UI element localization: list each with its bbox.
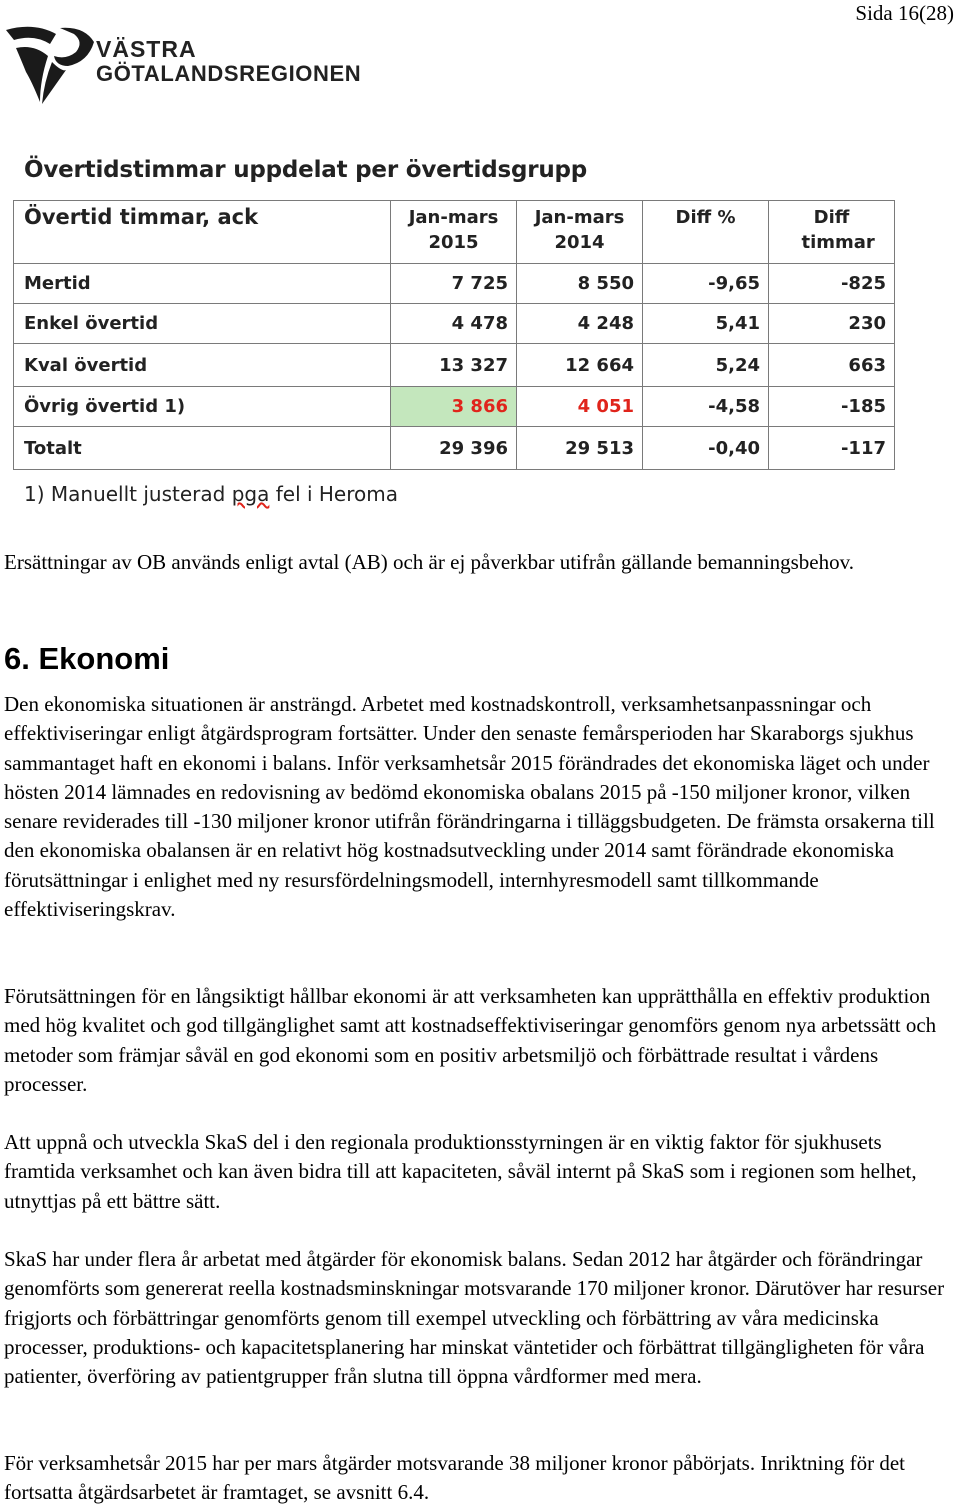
cell-2014: 4 248	[517, 304, 643, 344]
paragraph: SkaS har under flera år arbetat med åtgärder för ekonomisk balans. Sedan 2012 har åtgärder och förändringar genomförts som genererat reella kostnadsminskningar motsvarande 170 miljoner kronor. Därutöver har resurser frigjorts och förbättringar genomförts genom till exempel utveckling och förbättring av våra medicinska processer, produktions- och kapacitetsplanering har minskat väntetider och förbättrat tillgängligheten för våra patienter, överföring av patientgrupper från slutna till öppna vårdformer med mera.	[4, 1247, 945, 1389]
logo-line1: VÄSTRA	[96, 36, 197, 62]
paragraph: Förutsättningen för en långsiktigt hållbar ekonomi är att verksamheten kan upprätthålla en effektiv produktion med hög kvalitet och god tillgänglighet samt att kostnadseffektiviseringar genomförs genom nya arbetssätt och metoder som främjar såväl en god ekonomi som en positiv arbetsmiljö och förbättrade resultat i vårdens processer.	[4, 984, 937, 1096]
table-row	[14, 304, 895, 344]
section-heading: 6. Ekonomi	[4, 641, 170, 676]
cell-diff-pct: -0,40	[643, 427, 769, 470]
paragraph: För verksamhetsår 2015 har per mars åtgärder motsvarande 38 miljoner kronor påbörjats. Inriktning för det fortsatta åtgärdsarbetet är framtaget, se avsnitt 6.4.	[4, 1451, 905, 1505]
column-header: Diff timmar	[769, 201, 895, 264]
table-row	[14, 264, 895, 304]
cell-2015: 4 478	[391, 304, 517, 344]
cell-diff-hours: 663	[769, 344, 895, 387]
cell-diff-hours: -185	[769, 387, 895, 427]
paragraph: Att uppnå och utveckla SkaS del i den regionala produktionsstyrningen är en viktig faktor för sjukhusets framtida verksamhet och kan även bidra till att kapaciteten, såväl internt på SkaS som i regionen som helhet, utnyttjas på ett bättre sätt.	[4, 1130, 917, 1213]
table-total-row	[14, 427, 895, 470]
table-footnote: 1) Manuellt justerad pga fel i Heroma	[24, 482, 398, 506]
column-header: Övertid timmar, ack	[14, 201, 391, 264]
overtime-table	[13, 200, 895, 470]
cell-diff-pct: 5,24	[643, 344, 769, 387]
cell-2015: 29 396	[391, 427, 517, 470]
region-logo	[4, 22, 404, 106]
cell-diff-pct: -9,65	[643, 264, 769, 304]
cell-diff-pct: -4,58	[643, 387, 769, 427]
cell-2015: 7 725	[391, 264, 517, 304]
table-title: Övertidstimmar uppdelat per övertidsgrupp	[24, 157, 588, 183]
column-header: Jan-mars 2015	[391, 201, 517, 264]
cell-2015-highlighted: 3 866	[391, 387, 517, 427]
cell-2014: 12 664	[517, 344, 643, 387]
row-label: Enkel övertid	[14, 304, 391, 344]
cell-diff-hours: -825	[769, 264, 895, 304]
cell-2014: 29 513	[517, 427, 643, 470]
table-row	[14, 387, 895, 427]
row-label: Kval övertid	[14, 344, 391, 387]
table-row	[14, 344, 895, 387]
row-label: Totalt	[14, 427, 391, 470]
cell-diff-hours: -117	[769, 427, 895, 470]
spellcheck-flagged-word: pga	[231, 482, 270, 506]
cell-diff-hours: 230	[769, 304, 895, 344]
logo-line2: GÖTALANDSREGIONEN	[96, 61, 362, 86]
cell-2015: 13 327	[391, 344, 517, 387]
cell-diff-pct: 5,41	[643, 304, 769, 344]
cell-2014: 8 550	[517, 264, 643, 304]
cell-2014-red: 4 051	[517, 387, 643, 427]
column-header: Jan-mars 2014	[517, 201, 643, 264]
intro-paragraph: Ersättningar av OB används enligt avtal (AB) och är ej påverkbar utifrån gällande bemanningsbehov.	[4, 550, 855, 574]
logo-mark-icon	[4, 22, 96, 106]
column-header: Diff %	[643, 201, 769, 264]
table-header-row	[14, 201, 895, 264]
row-label: Mertid	[14, 264, 391, 304]
paragraph: Den ekonomiska situationen är ansträngd. Arbetet med kostnadskontroll, verksamhetsanpassningar och effektiviseringar enligt åtgärdsprogram fortsätter. Under den senaste femårsperioden har Skaraborgs sjukhus sammantaget haft en ekonomi i balans. Inför verksamhetsår 2015 förändrades det ekonomiska läget och under hösten 2014 lämnades en redovisning av bedömd ekonomiska obalans 2015 på -150 miljoner kronor, vilken senare reviderades till -130 miljoner kronor utifrån förändringarna i tilläggsbudgeten. De främsta orsakerna till den ekonomiska obalansen är en relativt hög kostnadsutveckling under 2014 samt förändrade ekonomiska förutsättningar i enlighet med ny resursfördelningsmodell, internhyresmodell samt tillkommande effektiviseringskrav.	[4, 692, 935, 922]
row-label: Övrig övertid 1)	[14, 387, 391, 427]
page-number: Sida 16(28)	[855, 1, 954, 25]
